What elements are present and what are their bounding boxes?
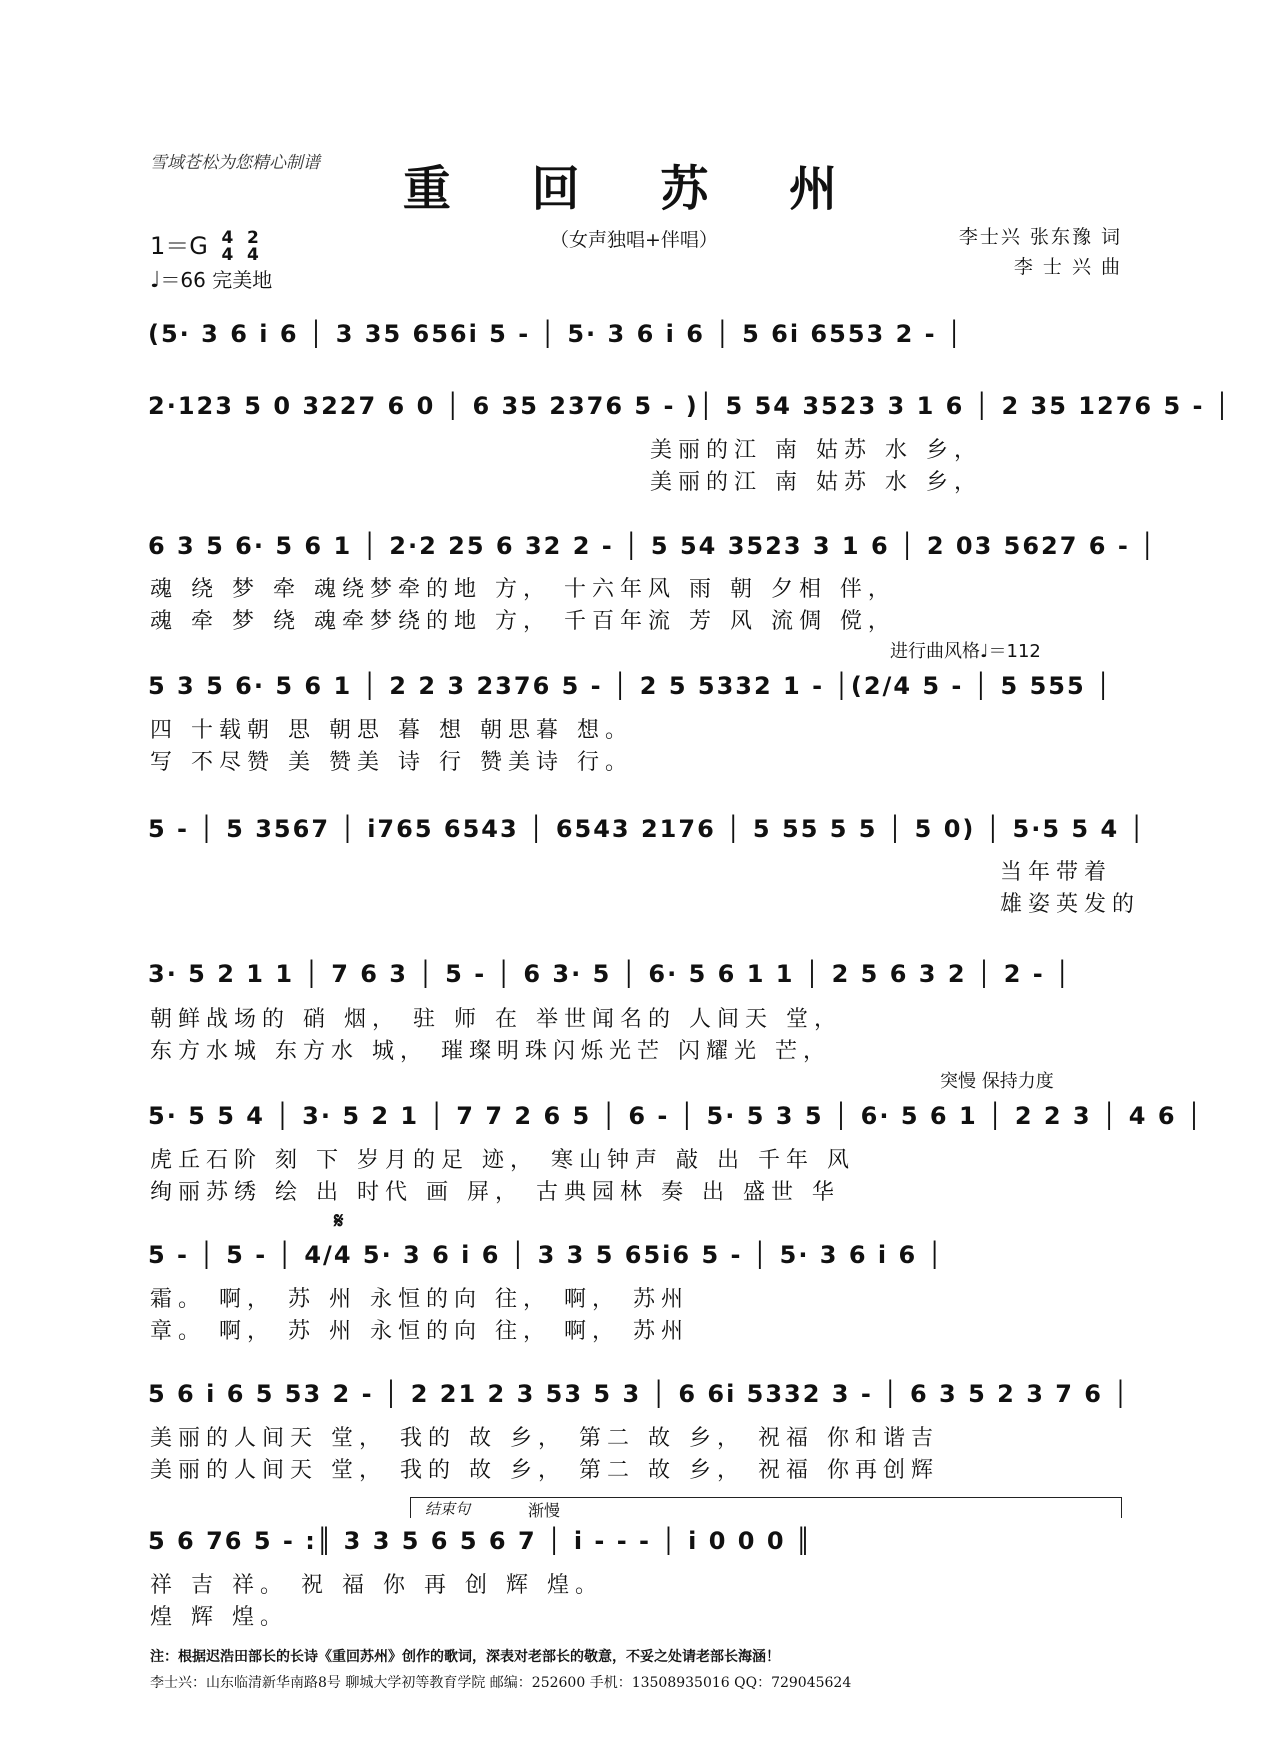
time-sig-num: 4 — [221, 228, 234, 248]
notation-line-5: 5 - │ 5 3567 │ i765 6543 │ 6543 2176 │ 5 55 5 5 │ 5 0) │ 5·5 5 4 │ — [148, 815, 1146, 843]
rit-hold-marking: 突慢 保持力度 — [940, 1071, 1054, 1092]
time-sig-num: 2 — [247, 228, 259, 248]
lyrics-line-4b: 写 不尽赞 美 赞美 诗 行 赞美诗 行。 — [150, 750, 633, 775]
notation-line-3: 6 3 5 6· 5 6 1 │ 2·2 25 6 32 2 - │ 5 54 3523 3 1 6 │ 2 03 5627 6 - │ — [148, 532, 1157, 560]
lyrics-line-3b: 魂 牵 梦 绕 魂牵梦绕的地 方， 千百年流 芳 风 流倜 傥， — [150, 609, 896, 634]
lyrics-line-5a: 当年带着 — [1000, 860, 1113, 885]
performance-note: （女声独唱+伴唱） — [550, 229, 718, 251]
lyrics-line-5b: 雄姿英发的 — [1000, 892, 1141, 917]
notation-line-10: 5 6 76 5 - :║ 3 3 5 6 5 6 7 │ i - - - │ i 0 0 0 ║ — [148, 1527, 813, 1555]
time-signature-4-4 — [222, 230, 234, 264]
key-signature — [150, 226, 259, 264]
lyrics-line-9a: 美丽的人间天 堂， 我的 故 乡， 第二 故 乡， 祝福 你和谐吉 — [150, 1426, 939, 1451]
notation-line-2: 2·123 5 0 3227 6 0 │ 6 35 2376 5 - )│ 5 54 3523 3 1 6 │ 2 35 1276 5 - │ — [148, 392, 1232, 420]
time-sig-den: 4 — [247, 245, 259, 265]
composer: 李 士 兴 曲 — [1013, 256, 1122, 278]
lyrics-line-4a: 四 十载朝 思 朝思 暮 想 朝思暮 想。 — [150, 718, 633, 743]
ending-bracket — [410, 1497, 1122, 1518]
segno-icon: 𝄋 — [334, 1208, 344, 1234]
lyrics-line-6b: 东方水城 东方水 城， 璀璨明珠闪烁光芒 闪耀光 芒， — [150, 1039, 831, 1064]
notation-line-8: 5 - │ 5 - │ 4/4 5· 3 6 i 6 │ 3 3 5 65i6 5 - │ 5· 3 6 i 6 │ — [148, 1241, 944, 1269]
lyricist: 李士兴 张东豫 词 — [958, 226, 1122, 248]
time-signature-2-4 — [247, 230, 259, 264]
ending-label: 结束句 — [425, 1500, 471, 1518]
footer-contact: 李士兴：山东临清新华南路8号 聊城大学初等教育学院 邮编：252600 手机：13508935016 QQ：729045624 — [150, 1675, 852, 1691]
lyrics-line-2a: 美丽的江 南 姑苏 水 乡， — [650, 438, 982, 463]
notation-line-1: (5· 3 6 i 6 │ 3 35 656i 5 - │ 5· 3 6 i 6 │ 5 6i 6553 2 - │ — [148, 320, 964, 348]
notation-line-6: 3· 5 2 1 1 │ 7 6 3 │ 5 - │ 6 3· 5 │ 6· 5 6 1 1 │ 2 5 6 3 2 │ 2 - │ — [148, 960, 1072, 988]
lyrics-line-8b: 章。 啊， 苏 州 永恒的向 往， 啊， 苏州 — [150, 1319, 689, 1344]
tempo-text: ＝66 完美地 — [160, 268, 273, 292]
lyrics-line-6a: 朝鲜战场的 硝 烟， 驻 师 在 举世闻名的 人间天 堂， — [150, 1007, 842, 1032]
tempo-marking — [150, 264, 272, 293]
song-title: 重 回 苏 州 — [402, 161, 870, 217]
notation-line-4: 5 3 5 6· 5 6 1 │ 2 2 3 2376 5 - │ 2 5 5332 1 - │(2/4 5 - │ 5 555 │ — [148, 672, 1113, 700]
authors-block — [959, 222, 1122, 282]
lyrics-line-2b: 美丽的江 南 姑苏 水 乡， — [650, 470, 982, 495]
lyrics-line-10b: 煌 辉 煌。 — [150, 1605, 288, 1630]
arranger-credit: 雪域苍松为您精心制谱 — [150, 153, 320, 173]
notation-line-9: 5 6 i 6 5 53 2 - │ 2 21 2 3 53 5 3 │ 6 6i 5332 3 - │ 6 3 5 2 3 7 6 │ — [148, 1380, 1130, 1408]
lyrics-line-8a: 霜。 啊， 苏 州 永恒的向 往， 啊， 苏州 — [150, 1287, 689, 1312]
ritardando-label: 渐慢 — [528, 1501, 561, 1520]
key-label: 1＝G — [150, 232, 208, 260]
lyrics-line-9b: 美丽的人间天 堂， 我的 故 乡， 第二 故 乡， 祝福 你再创辉 — [150, 1458, 939, 1483]
lyrics-line-10a: 祥 吉 祥。 祝 福 你 再 创 辉 煌。 — [150, 1573, 603, 1598]
footer-note: 注：根据迟浩田部长的长诗《重回苏州》创作的歌词，深表对老部长的敬意，不妥之处请老部长海涵！ — [150, 1649, 780, 1665]
quarter-note-icon: ♩ — [150, 268, 161, 293]
march-tempo-marking: 进行曲风格♩＝112 — [890, 641, 1041, 662]
notation-line-7: 5· 5 5 4 │ 3· 5 2 1 │ 7 7 2 6 5 │ 6 - │ 5· 5 3 5 │ 6· 5 6 1 │ 2 2 3 │ 4 6 │ — [148, 1102, 1204, 1130]
lyrics-line-7a: 虎丘石阶 刻 下 岁月的足 迹， 寒山钟声 敲 出 千年 风 — [150, 1148, 855, 1173]
lyrics-line-3a: 魂 绕 梦 牵 魂绕梦牵的地 方， 十六年风 雨 朝 夕相 伴， — [150, 577, 896, 602]
time-sig-den: 4 — [221, 245, 234, 265]
lyrics-line-7b: 绚丽苏绣 绘 出 时代 画 屏， 古典园林 奏 出 盛世 华 — [150, 1180, 840, 1205]
